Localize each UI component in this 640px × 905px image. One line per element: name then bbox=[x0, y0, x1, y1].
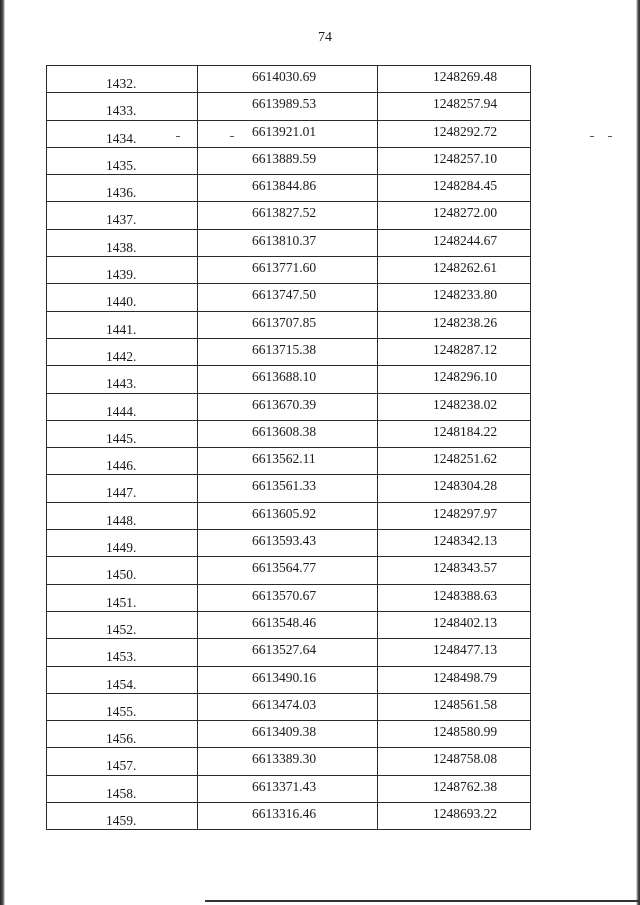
point-number-text: 1447. bbox=[106, 485, 137, 501]
x-coordinate-text: 6613389.30 bbox=[252, 751, 317, 767]
x-coordinate-cell bbox=[198, 338, 378, 365]
point-number-text: 1443. bbox=[106, 376, 137, 392]
y-coordinate-cell bbox=[378, 584, 531, 611]
y-coordinate-text: 1248561.58 bbox=[433, 696, 498, 712]
point-number-text: 1458. bbox=[106, 785, 137, 801]
point-number-text: 1457. bbox=[106, 758, 137, 774]
y-coordinate-text: 1248269.48 bbox=[433, 69, 498, 84]
x-coordinate-cell bbox=[198, 721, 378, 748]
y-coordinate-text: 1248238.26 bbox=[433, 314, 498, 330]
x-coordinate-text: 6613989.53 bbox=[252, 96, 317, 112]
table-row bbox=[47, 639, 531, 666]
scan-bottom-line bbox=[205, 900, 640, 902]
table-row bbox=[47, 611, 531, 638]
x-coordinate-text: 6613562.11 bbox=[252, 451, 316, 467]
y-coordinate-cell bbox=[378, 175, 531, 202]
y-coordinate-cell bbox=[378, 803, 531, 830]
y-coordinate-text: 1248287.12 bbox=[433, 341, 498, 357]
table-row bbox=[47, 475, 531, 502]
x-coordinate-text: 6613608.38 bbox=[252, 423, 317, 439]
point-number-cell bbox=[47, 502, 198, 529]
x-coordinate-text: 6613527.64 bbox=[252, 642, 317, 658]
x-coordinate-cell bbox=[198, 502, 378, 529]
point-number-text: 1432. bbox=[106, 76, 137, 91]
y-coordinate-text: 1248580.99 bbox=[433, 724, 498, 740]
point-number-text: 1434. bbox=[106, 130, 137, 146]
x-coordinate-cell bbox=[198, 803, 378, 830]
point-number-cell bbox=[47, 175, 198, 202]
scan-border-left bbox=[0, 0, 5, 905]
point-number-cell bbox=[47, 475, 198, 502]
x-coordinate-cell bbox=[198, 748, 378, 775]
point-number-text: 1440. bbox=[106, 294, 137, 310]
table-row bbox=[47, 257, 531, 284]
table-row bbox=[47, 775, 531, 802]
table-row bbox=[47, 803, 531, 830]
point-number-cell bbox=[47, 420, 198, 447]
x-coordinate-cell bbox=[198, 202, 378, 229]
y-coordinate-text: 1248251.62 bbox=[433, 451, 498, 467]
table-row bbox=[47, 393, 531, 420]
x-coordinate-text: 6613570.67 bbox=[252, 587, 317, 603]
y-coordinate-cell bbox=[378, 66, 531, 93]
y-coordinate-cell bbox=[378, 693, 531, 720]
point-number-text: 1438. bbox=[106, 239, 137, 255]
y-coordinate-cell bbox=[378, 557, 531, 584]
x-coordinate-text: 6613747.50 bbox=[252, 287, 317, 303]
point-number-cell bbox=[47, 229, 198, 256]
y-coordinate-cell bbox=[378, 775, 531, 802]
x-coordinate-text: 6613548.46 bbox=[252, 614, 317, 630]
y-coordinate-cell bbox=[378, 475, 531, 502]
y-coordinate-text: 1248304.28 bbox=[433, 478, 498, 494]
y-coordinate-text: 1248257.94 bbox=[433, 96, 498, 112]
page-number: 74 bbox=[318, 30, 332, 45]
table-row bbox=[47, 147, 531, 174]
x-coordinate-text: 6613316.46 bbox=[252, 806, 317, 822]
point-number-cell bbox=[47, 147, 198, 174]
point-number-text: 1459. bbox=[106, 813, 137, 829]
point-number-text: 1441. bbox=[106, 321, 137, 337]
table-row bbox=[47, 748, 531, 775]
x-coordinate-text: 6613707.85 bbox=[252, 314, 317, 330]
table-row bbox=[47, 557, 531, 584]
y-coordinate-text: 1248762.38 bbox=[433, 778, 498, 794]
point-number-text: 1451. bbox=[106, 594, 137, 610]
table-row bbox=[47, 175, 531, 202]
y-coordinate-text: 1248257.10 bbox=[433, 150, 498, 166]
x-coordinate-cell bbox=[198, 775, 378, 802]
table-row bbox=[47, 420, 531, 447]
y-coordinate-cell bbox=[378, 611, 531, 638]
x-coordinate-text: 6613371.43 bbox=[252, 778, 317, 794]
point-number-cell bbox=[47, 311, 198, 338]
x-coordinate-text: 6613771.60 bbox=[252, 260, 317, 276]
point-number-cell bbox=[47, 666, 198, 693]
x-coordinate-text: 6613921.01 bbox=[252, 123, 317, 139]
table-row bbox=[47, 284, 531, 311]
point-number-cell bbox=[47, 557, 198, 584]
point-number-cell bbox=[47, 120, 198, 147]
x-coordinate-cell bbox=[198, 147, 378, 174]
point-number-cell bbox=[47, 448, 198, 475]
point-number-text: 1446. bbox=[106, 458, 137, 474]
table-row bbox=[47, 530, 531, 557]
x-coordinate-cell bbox=[198, 175, 378, 202]
table-row bbox=[47, 366, 531, 393]
x-coordinate-text: 6613561.33 bbox=[252, 478, 317, 494]
x-coordinate-text: 6613670.39 bbox=[252, 396, 317, 412]
x-coordinate-cell bbox=[198, 557, 378, 584]
y-coordinate-cell bbox=[378, 666, 531, 693]
point-number-text: 1433. bbox=[106, 103, 137, 119]
x-coordinate-text: 6613827.52 bbox=[252, 205, 317, 221]
table-row bbox=[47, 502, 531, 529]
x-coordinate-text: 6613490.16 bbox=[252, 669, 317, 685]
x-coordinate-text: 6613474.03 bbox=[252, 696, 317, 712]
x-coordinate-cell bbox=[198, 448, 378, 475]
x-coordinate-text: 6613844.86 bbox=[252, 178, 317, 194]
y-coordinate-text: 1248297.97 bbox=[433, 505, 498, 521]
scan-speck bbox=[590, 136, 594, 137]
point-number-cell bbox=[47, 639, 198, 666]
table-row bbox=[47, 721, 531, 748]
point-number-cell bbox=[47, 284, 198, 311]
y-coordinate-cell bbox=[378, 393, 531, 420]
x-coordinate-text: 6613889.59 bbox=[252, 150, 317, 166]
x-coordinate-cell bbox=[198, 93, 378, 120]
point-number-text: 1448. bbox=[106, 512, 137, 528]
x-coordinate-text: 6613593.43 bbox=[252, 533, 317, 549]
y-coordinate-cell bbox=[378, 502, 531, 529]
point-number-text: 1437. bbox=[106, 212, 137, 228]
x-coordinate-text: 6613564.77 bbox=[252, 560, 317, 576]
point-number-text: 1449. bbox=[106, 540, 137, 556]
table-row bbox=[47, 448, 531, 475]
y-coordinate-cell bbox=[378, 229, 531, 256]
point-number-cell bbox=[47, 693, 198, 720]
table-row bbox=[47, 693, 531, 720]
y-coordinate-text: 1248402.13 bbox=[433, 614, 498, 630]
x-coordinate-cell bbox=[198, 229, 378, 256]
y-coordinate-cell bbox=[378, 257, 531, 284]
y-coordinate-cell bbox=[378, 366, 531, 393]
point-number-text: 1454. bbox=[106, 676, 137, 692]
x-coordinate-cell bbox=[198, 284, 378, 311]
y-coordinate-text: 1248758.08 bbox=[433, 751, 498, 767]
scan-speck bbox=[608, 136, 612, 137]
point-number-cell bbox=[47, 93, 198, 120]
y-coordinate-cell bbox=[378, 338, 531, 365]
x-coordinate-cell bbox=[198, 420, 378, 447]
y-coordinate-cell bbox=[378, 448, 531, 475]
x-coordinate-text: 6614030.69 bbox=[252, 69, 317, 84]
y-coordinate-cell bbox=[378, 93, 531, 120]
y-coordinate-cell bbox=[378, 311, 531, 338]
point-number-cell bbox=[47, 338, 198, 365]
point-number-text: 1436. bbox=[106, 185, 137, 201]
point-number-text: 1450. bbox=[106, 567, 137, 583]
point-number-text: 1439. bbox=[106, 267, 137, 283]
table-row bbox=[47, 66, 531, 93]
point-number-cell bbox=[47, 748, 198, 775]
y-coordinate-text: 1248296.10 bbox=[433, 369, 498, 385]
point-number-text: 1445. bbox=[106, 430, 137, 446]
point-number-cell bbox=[47, 775, 198, 802]
point-number-text: 1452. bbox=[106, 621, 137, 637]
point-number-cell bbox=[47, 202, 198, 229]
point-number-text: 1455. bbox=[106, 703, 137, 719]
y-coordinate-text: 1248272.00 bbox=[433, 205, 498, 221]
x-coordinate-text: 6613688.10 bbox=[252, 369, 317, 385]
x-coordinate-cell bbox=[198, 530, 378, 557]
point-number-text: 1435. bbox=[106, 157, 137, 173]
y-coordinate-cell bbox=[378, 147, 531, 174]
y-coordinate-text: 1248693.22 bbox=[433, 806, 498, 822]
x-coordinate-text: 6613810.37 bbox=[252, 232, 317, 248]
point-number-text: 1456. bbox=[106, 731, 137, 747]
x-coordinate-cell bbox=[198, 639, 378, 666]
y-coordinate-text: 1248244.67 bbox=[433, 232, 498, 248]
table-row bbox=[47, 93, 531, 120]
x-coordinate-cell bbox=[198, 475, 378, 502]
y-coordinate-cell bbox=[378, 748, 531, 775]
point-number-text: 1444. bbox=[106, 403, 137, 419]
y-coordinate-text: 1248477.13 bbox=[433, 642, 498, 658]
table-row bbox=[47, 666, 531, 693]
y-coordinate-text: 1248238.02 bbox=[433, 396, 498, 412]
y-coordinate-text: 1248388.63 bbox=[433, 587, 498, 603]
point-number-cell bbox=[47, 66, 198, 93]
y-coordinate-text: 1248498.79 bbox=[433, 669, 498, 685]
y-coordinate-cell bbox=[378, 202, 531, 229]
x-coordinate-cell bbox=[198, 120, 378, 147]
table-row bbox=[47, 311, 531, 338]
point-number-cell bbox=[47, 366, 198, 393]
point-number-cell bbox=[47, 803, 198, 830]
x-coordinate-cell bbox=[198, 584, 378, 611]
point-number-cell bbox=[47, 530, 198, 557]
y-coordinate-cell bbox=[378, 639, 531, 666]
x-coordinate-text: 6613715.38 bbox=[252, 341, 317, 357]
table-row bbox=[47, 229, 531, 256]
x-coordinate-cell bbox=[198, 666, 378, 693]
scan-border-right bbox=[636, 0, 640, 905]
y-coordinate-text: 1248342.13 bbox=[433, 533, 498, 549]
x-coordinate-cell bbox=[198, 693, 378, 720]
x-coordinate-cell bbox=[198, 66, 378, 93]
point-number-cell bbox=[47, 393, 198, 420]
y-coordinate-text: 1248233.80 bbox=[433, 287, 498, 303]
table-row bbox=[47, 584, 531, 611]
y-coordinate-text: 1248284.45 bbox=[433, 178, 498, 194]
y-coordinate-text: 1248262.61 bbox=[433, 260, 498, 276]
point-number-cell bbox=[47, 584, 198, 611]
y-coordinate-text: 1248184.22 bbox=[433, 423, 498, 439]
x-coordinate-cell bbox=[198, 611, 378, 638]
y-coordinate-cell bbox=[378, 120, 531, 147]
y-coordinate-text: 1248343.57 bbox=[433, 560, 498, 576]
y-coordinate-cell bbox=[378, 721, 531, 748]
x-coordinate-cell bbox=[198, 311, 378, 338]
x-coordinate-text: 6613605.92 bbox=[252, 505, 317, 521]
point-number-cell bbox=[47, 721, 198, 748]
point-number-text: 1453. bbox=[106, 649, 137, 665]
table-row bbox=[47, 120, 531, 147]
coordinates-table bbox=[46, 65, 531, 830]
x-coordinate-cell bbox=[198, 257, 378, 284]
y-coordinate-cell bbox=[378, 420, 531, 447]
y-coordinate-text: 1248292.72 bbox=[433, 123, 498, 139]
table-row bbox=[47, 202, 531, 229]
x-coordinate-cell bbox=[198, 393, 378, 420]
y-coordinate-cell bbox=[378, 530, 531, 557]
x-coordinate-cell bbox=[198, 366, 378, 393]
point-number-cell bbox=[47, 611, 198, 638]
y-coordinate-cell bbox=[378, 284, 531, 311]
point-number-text: 1442. bbox=[106, 348, 137, 364]
point-number-cell bbox=[47, 257, 198, 284]
x-coordinate-text: 6613409.38 bbox=[252, 724, 317, 740]
table-row bbox=[47, 338, 531, 365]
